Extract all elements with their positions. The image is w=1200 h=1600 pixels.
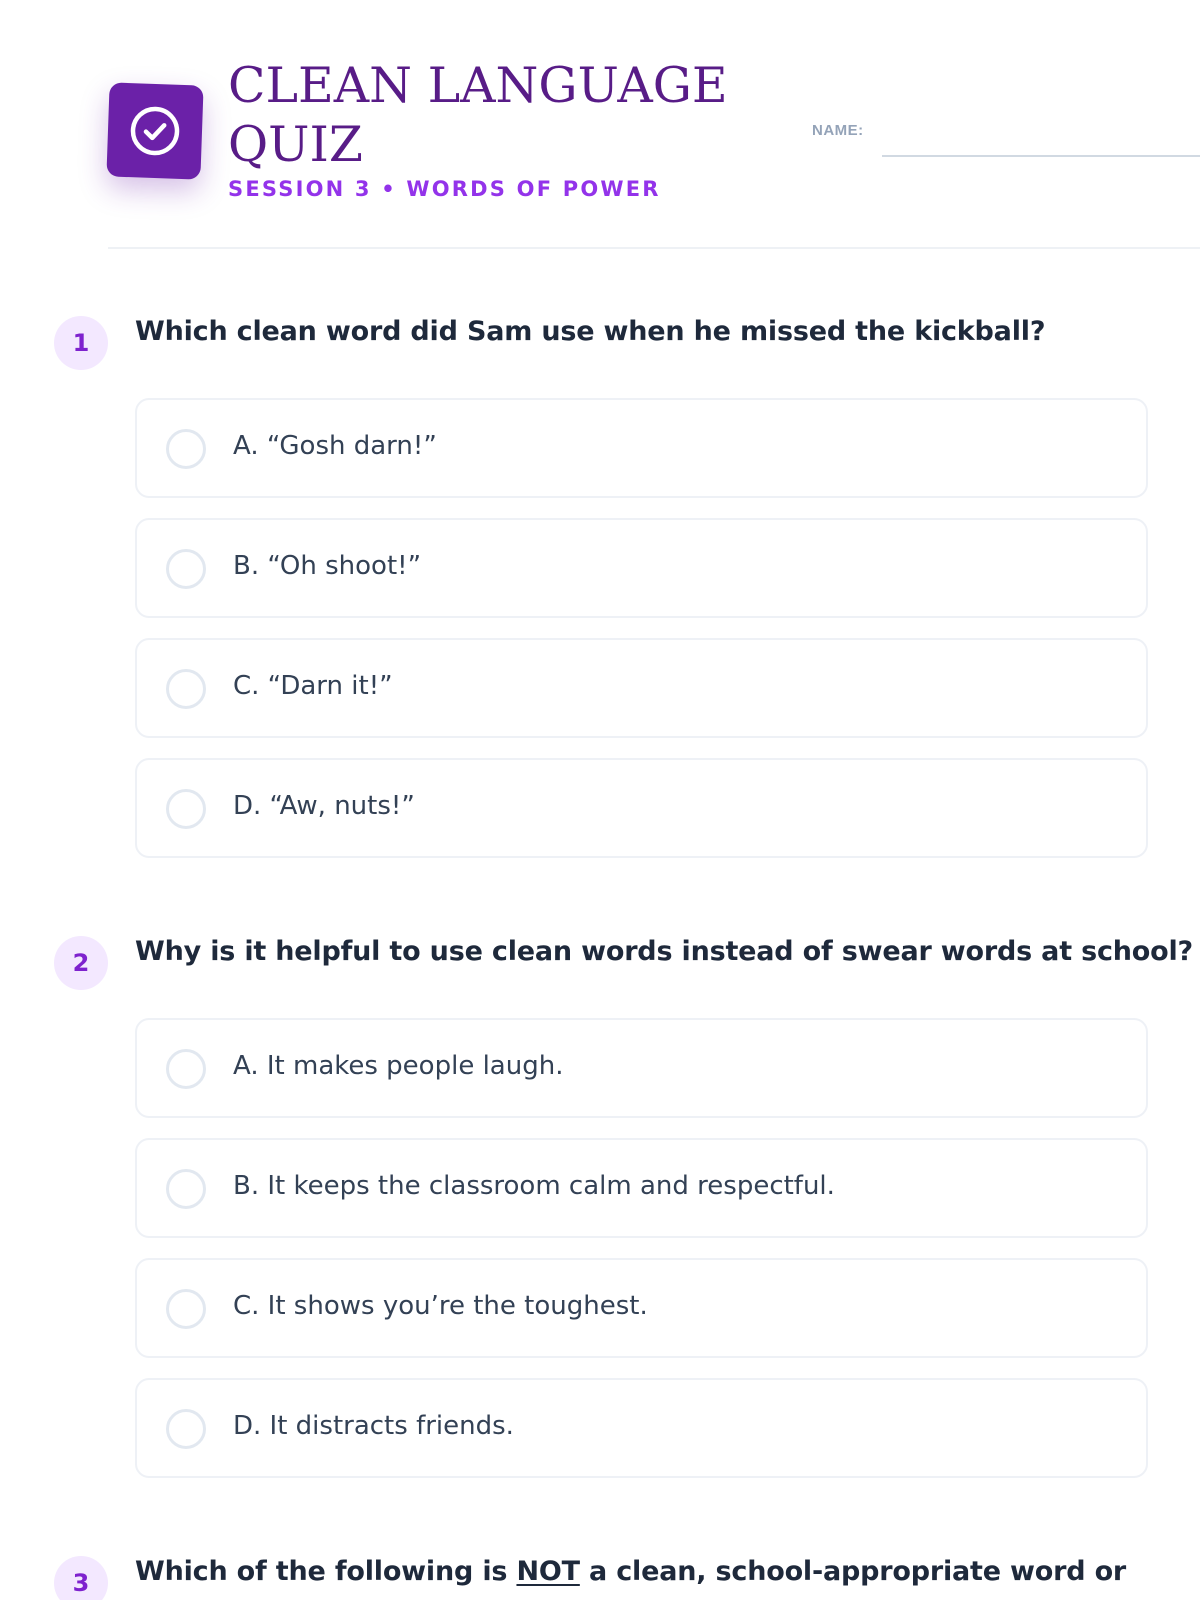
radio-button[interactable] bbox=[166, 1049, 206, 1089]
radio-button[interactable] bbox=[166, 429, 206, 469]
radio-button[interactable] bbox=[166, 789, 206, 829]
question-text bbox=[135, 1556, 1126, 1587]
radio-button[interactable] bbox=[166, 1169, 206, 1209]
answer-option-b[interactable] bbox=[135, 518, 1148, 618]
answer-option-d[interactable] bbox=[135, 758, 1148, 858]
answer-option-c[interactable] bbox=[135, 638, 1148, 738]
option-label: D. “Aw, nuts!” bbox=[233, 791, 415, 821]
option-label: A. “Gosh darn!” bbox=[233, 431, 437, 461]
answer-option-a[interactable] bbox=[135, 1018, 1148, 1118]
option-label: D. It distracts friends. bbox=[233, 1411, 514, 1441]
name-label: NAME: bbox=[812, 122, 864, 139]
option-label: C. It shows you’re the toughest. bbox=[233, 1291, 648, 1321]
quiz-logo bbox=[106, 82, 203, 179]
question-header bbox=[54, 316, 1148, 376]
radio-button[interactable] bbox=[166, 1289, 206, 1329]
option-label: C. “Darn it!” bbox=[233, 671, 393, 701]
name-field[interactable] bbox=[882, 155, 1200, 157]
option-label: A. It makes people laugh. bbox=[233, 1051, 564, 1081]
question-3 bbox=[54, 1556, 1148, 1600]
question-1 bbox=[54, 316, 1148, 821]
question-header bbox=[54, 1556, 1148, 1600]
question-number-badge: 1 bbox=[54, 316, 108, 370]
question-2 bbox=[54, 936, 1194, 1441]
answer-options bbox=[135, 1018, 1148, 1498]
question-text: Which clean word did Sam use when he missed the kickball? bbox=[135, 316, 1046, 347]
question-text: Why is it helpful to use clean words instead of swear words at school? bbox=[135, 936, 1194, 967]
answer-option-b[interactable] bbox=[135, 1138, 1148, 1238]
question-emphasis: NOT bbox=[516, 1556, 580, 1587]
question-text-start: Which of the following is bbox=[135, 1556, 517, 1587]
answer-options bbox=[135, 398, 1148, 878]
check-circle-icon bbox=[127, 103, 183, 159]
question-header bbox=[54, 936, 1194, 996]
question-number-badge: 2 bbox=[54, 936, 108, 990]
radio-button[interactable] bbox=[166, 549, 206, 589]
answer-option-c[interactable] bbox=[135, 1258, 1148, 1358]
question-text-end: a clean, school-appropriate word or bbox=[579, 1556, 1127, 1587]
page-title: CLEAN LANGUAGE QUIZ bbox=[228, 57, 728, 173]
radio-button[interactable] bbox=[166, 1409, 206, 1449]
radio-button[interactable] bbox=[166, 669, 206, 709]
option-label: B. “Oh shoot!” bbox=[233, 551, 422, 581]
answer-option-d[interactable] bbox=[135, 1378, 1148, 1478]
option-label: B. It keeps the classroom calm and respectful. bbox=[233, 1171, 835, 1201]
answer-option-a[interactable] bbox=[135, 398, 1148, 498]
question-number-badge: 3 bbox=[54, 1556, 108, 1600]
header-divider bbox=[108, 247, 1200, 249]
quiz-header bbox=[54, 0, 1125, 250]
session-subtitle: SESSION 3 • WORDS OF POWER bbox=[228, 177, 661, 201]
